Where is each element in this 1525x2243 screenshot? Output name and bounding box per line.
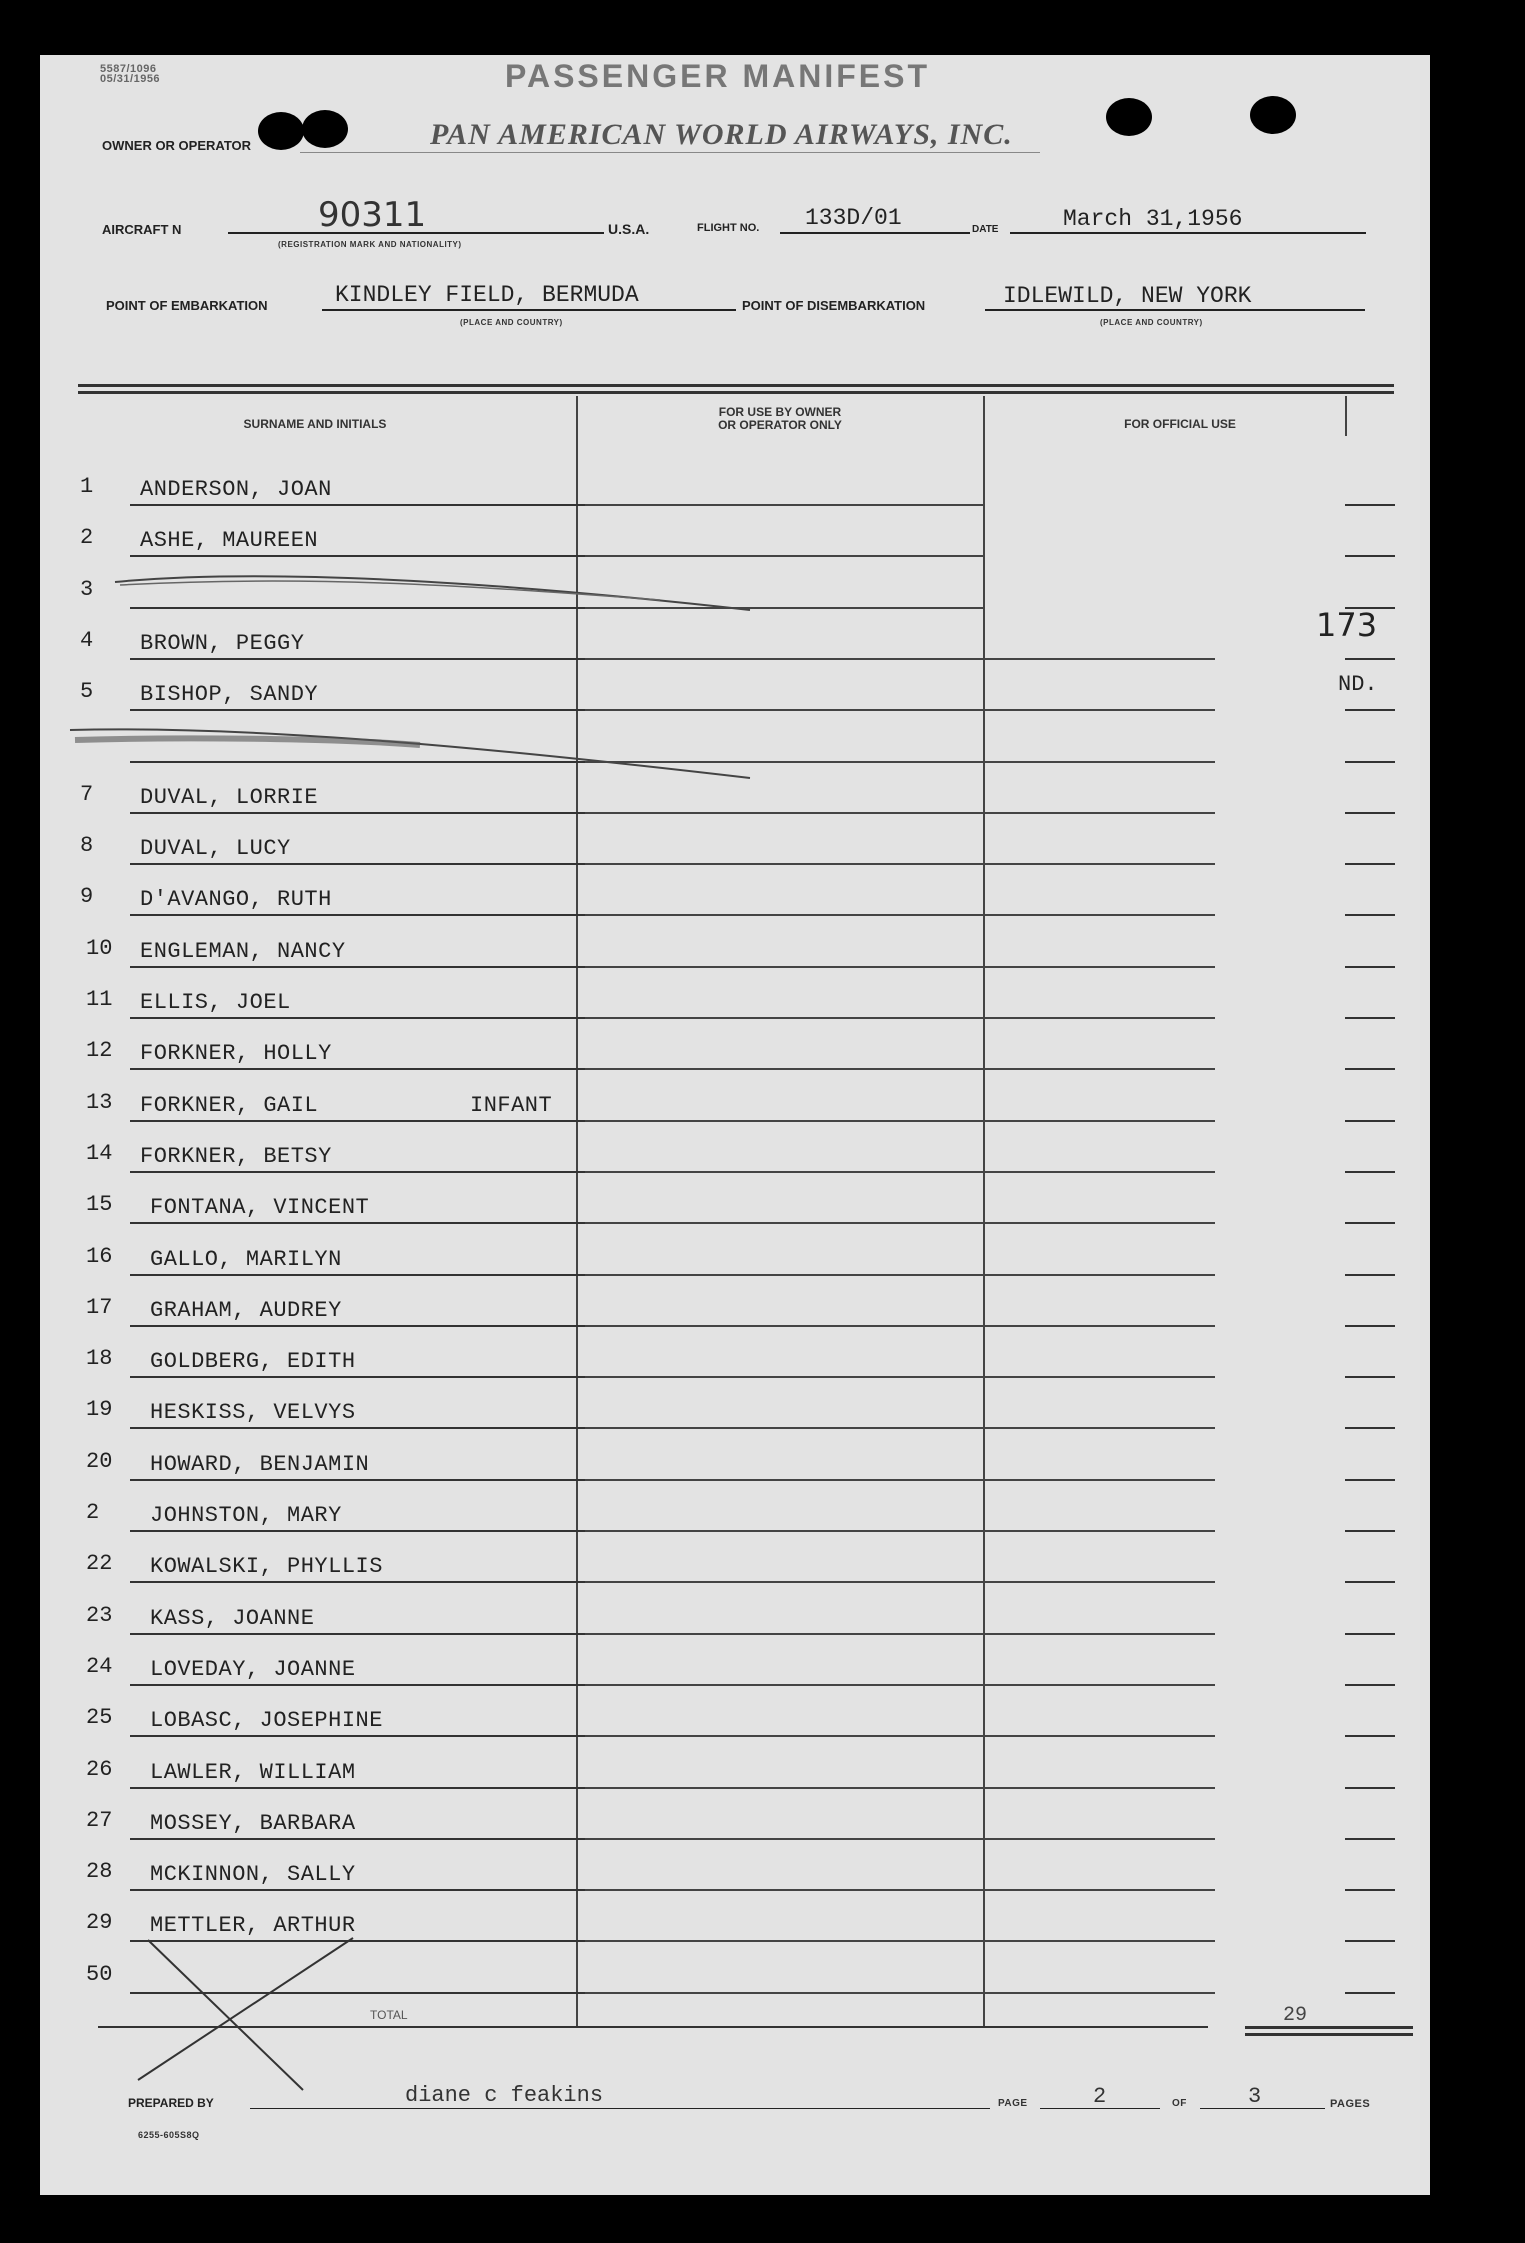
passenger-name: D'AVANGO, RUTH [140, 887, 332, 912]
passenger-name: FORKNER, BETSY [140, 1144, 332, 1169]
prepared-by-label: PREPARED BY [128, 2096, 214, 2110]
passenger-name: FONTANA, VINCENT [150, 1195, 370, 1220]
punch-hole [1106, 98, 1152, 136]
passenger-name: ENGLEMAN, NANCY [140, 939, 346, 964]
total-label: TOTAL [370, 2008, 408, 2022]
disembarkation-sub: (PLACE AND COUNTRY) [1100, 318, 1203, 327]
row-number: 2 [80, 525, 94, 550]
embarkation-label: POINT OF EMBARKATION [106, 298, 268, 313]
row-number: 2 [86, 1500, 100, 1525]
passenger-name: GALLO, MARILYN [150, 1247, 342, 1272]
passenger-name: ASHE, MAUREEN [140, 528, 319, 553]
pages-label: PAGES [1330, 2098, 1371, 2110]
punch-hole [258, 112, 304, 150]
total-value: 29 [1283, 2004, 1308, 2027]
passenger-name: FORKNER, HOLLY [140, 1041, 332, 1066]
date-label: DATE [972, 224, 999, 235]
disembarkation-value: IDLEWILD, NEW YORK [1003, 283, 1252, 309]
row-number: 15 [86, 1192, 113, 1217]
passenger-name: HOWARD, BENJAMIN [150, 1452, 370, 1477]
passenger-name: JOHNSTON, MARY [150, 1503, 342, 1528]
row-number: 1 [80, 474, 94, 499]
passenger-name: GOLDBERG, EDITH [150, 1349, 356, 1374]
passenger-note: INFANT [470, 1093, 553, 1118]
row-number: 4 [80, 628, 94, 653]
row-number: 29 [86, 1910, 113, 1935]
form-number: 6255-605S8Q [138, 2130, 200, 2140]
usa-label: U.S.A. [608, 221, 650, 237]
page-value: 2 [1093, 2084, 1107, 2109]
row-number: 19 [86, 1397, 113, 1422]
col-surname-header: SURNAME AND INITIALS [243, 417, 387, 431]
row-number: 9 [80, 884, 94, 909]
passenger-name: LAWLER, WILLIAM [150, 1760, 356, 1785]
row-number: 13 [86, 1090, 113, 1115]
flight-label: FLIGHT NO. [697, 222, 760, 234]
passenger-name: GRAHAM, AUDREY [150, 1298, 342, 1323]
row-number: 18 [86, 1346, 113, 1371]
of-value: 3 [1248, 2084, 1262, 2109]
passenger-name: METTLER, ARTHUR [150, 1913, 356, 1938]
passenger-name: FORKNER, GAIL [140, 1093, 319, 1118]
owner-label: OWNER OR OPERATOR [102, 138, 252, 153]
official-annotation-173: 173 [1316, 606, 1378, 644]
row-number: 50 [86, 1962, 113, 1987]
passenger-name: LOVEDAY, JOANNE [150, 1657, 356, 1682]
passenger-name: LOBASC, JOSEPHINE [150, 1708, 383, 1733]
aircraft-label: AIRCRAFT N [102, 222, 182, 237]
passenger-name: KASS, JOANNE [150, 1606, 315, 1631]
passenger-name: MCKINNON, SALLY [150, 1862, 356, 1887]
date-value: March 31,1956 [1063, 206, 1243, 232]
col-official-header: FOR OFFICIAL USE [1124, 417, 1236, 431]
passenger-name: MOSSEY, BARBARA [150, 1811, 356, 1836]
row-number: 7 [80, 782, 94, 807]
embarkation-sub: (PLACE AND COUNTRY) [460, 318, 563, 327]
row-number: 11 [86, 987, 113, 1012]
row-number: 20 [86, 1449, 113, 1474]
passenger-name: DUVAL, LUCY [140, 836, 291, 861]
serial-stamp: 5587/1096 05/31/1956 [100, 63, 161, 85]
row-number: 8 [80, 833, 94, 858]
row-number: 23 [86, 1603, 113, 1628]
page-title: PASSENGER MANIFEST [505, 58, 930, 94]
disembarkation-label: POINT OF DISEMBARKATION [742, 298, 926, 313]
row-number: 28 [86, 1859, 113, 1884]
passenger-name: DUVAL, LORRIE [140, 785, 319, 810]
row-number: 26 [86, 1757, 113, 1782]
passenger-name: BISHOP, SANDY [140, 682, 319, 707]
prepared-by-value: diane c feakins [405, 2083, 604, 2108]
owner-value: PAN AMERICAN WORLD AIRWAYS, INC. [430, 118, 1013, 151]
row-number: 12 [86, 1038, 113, 1063]
row-number: 10 [86, 936, 113, 961]
row-number: 24 [86, 1654, 113, 1679]
passenger-name: BROWN, PEGGY [140, 631, 305, 656]
row-number: 17 [86, 1295, 113, 1320]
embarkation-value: KINDLEY FIELD, BERMUDA [335, 282, 639, 308]
row-number: 22 [86, 1551, 113, 1576]
punch-hole [1250, 96, 1296, 134]
punch-hole [302, 110, 348, 148]
flight-value: 133D/01 [805, 205, 902, 231]
of-label: OF [1172, 2098, 1187, 2109]
official-annotation-nd: ND. [1338, 672, 1378, 697]
row-number: 25 [86, 1705, 113, 1730]
passenger-name: ANDERSON, JOAN [140, 477, 332, 502]
passenger-name: HESKISS, VELVYS [150, 1400, 356, 1425]
row-number: 16 [86, 1244, 113, 1269]
row-number: 27 [86, 1808, 113, 1833]
cancel-x-mark [128, 1930, 368, 2100]
col-owner-header: FOR USE BY OWNER OR OPERATOR ONLY [718, 405, 842, 432]
strikethrough-marks [60, 560, 760, 800]
aircraft-sub: (REGISTRATION MARK AND NATIONALITY) [278, 240, 462, 249]
row-number: 14 [86, 1141, 113, 1166]
passenger-name: KOWALSKI, PHYLLIS [150, 1554, 383, 1579]
page-label: PAGE [998, 2098, 1028, 2109]
row-number: 5 [80, 679, 94, 704]
row-number: 3 [80, 577, 94, 602]
passenger-name: ELLIS, JOEL [140, 990, 291, 1015]
aircraft-value: 90311 [318, 195, 427, 235]
